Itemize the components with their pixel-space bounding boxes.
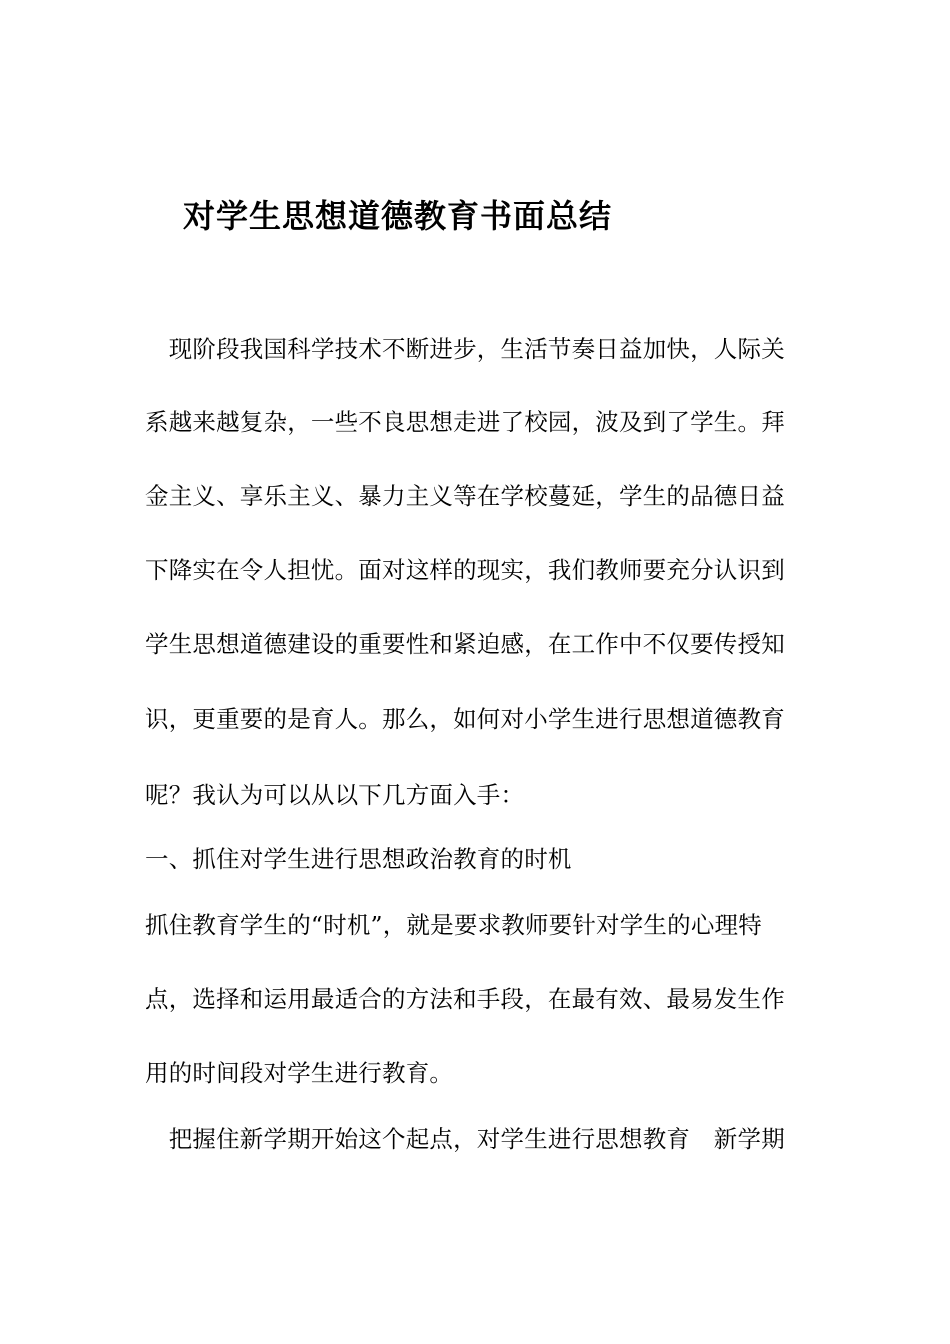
paragraph-line: 系越来越复杂，一些不良思想走进了校园，波及到了学生。拜 [145,408,785,436]
paragraph-line: 把握住新学期开始这个起点，对学生进行思想教育 新学期 [145,1125,785,1153]
paragraph-line: 呢？我认为可以从以下几方面入手： [145,781,525,809]
paragraph-line: 点，选择和运用最适合的方法和手段，在最有效、最易发生作 [145,985,785,1013]
document-title: 对学生思想道德教育书面总结 [183,197,613,235]
paragraph-line: 现阶段我国科学技术不断进步，生活节奏日益加快，人际关 [145,335,785,363]
paragraph-line: 识，更重要的是育人。那么，如何对小学生进行思想道德教育 [145,705,785,733]
paragraph-line: 抓住教育学生的“时机”，就是要求教师要针对学生的心理特 [145,911,762,939]
paragraph-line: 学生思想道德建设的重要性和紧迫感，在工作中不仅要传授知 [145,630,785,658]
paragraph-line: 下降实在令人担忧。面对这样的现实，我们教师要充分认识到 [145,556,785,584]
paragraph-line: 用的时间段对学生进行教育。 [145,1059,454,1087]
section-heading: 一、抓住对学生进行思想政治教育的时机 [145,845,572,873]
paragraph-line: 金主义、享乐主义、暴力主义等在学校蔓延，学生的品德日益 [145,482,785,510]
